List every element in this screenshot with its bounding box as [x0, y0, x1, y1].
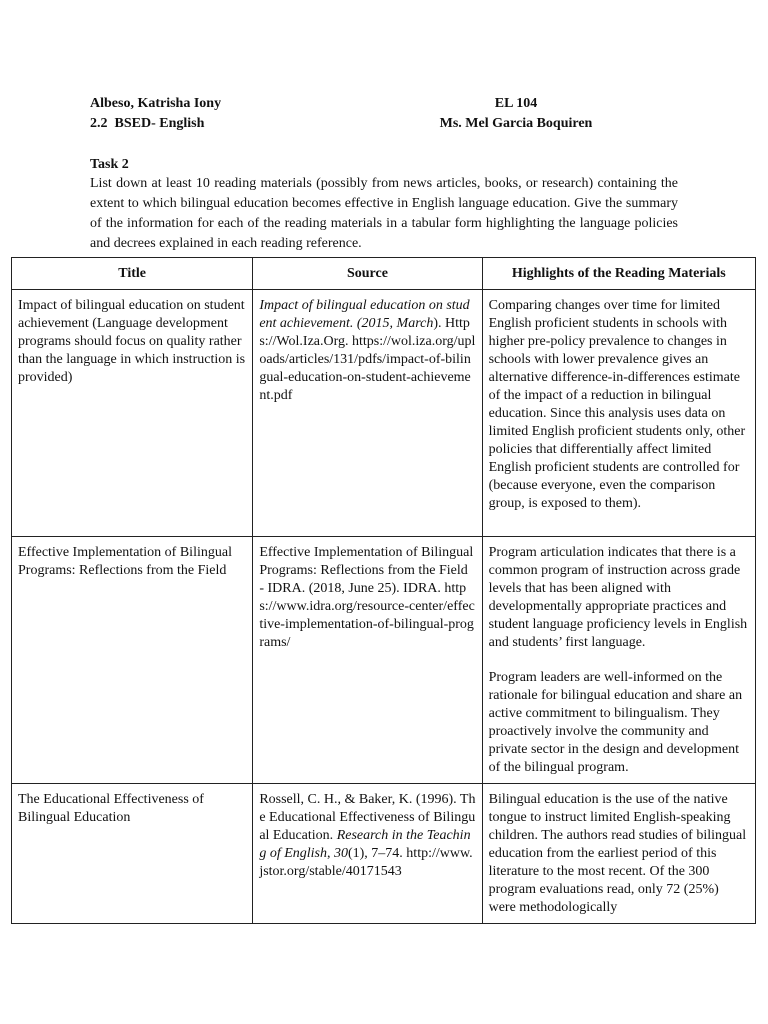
student-name: Albeso, Katrisha Iony	[90, 96, 222, 111]
row-2-title: Effective Implementation of Bilingual Programs: Reflections from the Field	[12, 537, 253, 784]
row-1-source-italic: Impact of bilingual education on student achievement. (2015, March	[259, 298, 470, 331]
row-3-source-journal: Research in the Teaching of English	[259, 828, 471, 861]
table-row	[12, 784, 756, 924]
row-1-source	[253, 290, 482, 537]
paragraph-gap	[489, 652, 749, 669]
row-3-source-sep: ,	[326, 846, 334, 861]
header-title: Title	[12, 258, 253, 290]
row-1-source-rest: ). Https://Wol.Iza.Org. https://wol.iza.org/uploads/articles/131/pdfs/impact-of-bilingual-education-on-student-achievement.pdf	[259, 316, 476, 403]
row-1-highlights: Comparing changes over time for limited English proficient students in schools with higher pre-policy prevalence to changes in schools with lower prevalence gives an alternative difference-in-differences estimate of the impact of a reduction in bilingual education. Since this analysis uses data on limited English proficient students only, other policies that differentially affect limited English proficient students are controlled for (because everyone, even the comparison group, is exposed to them).	[482, 290, 755, 537]
header-row-2	[90, 114, 678, 134]
row-2-source: Effective Implementation of Bilingual Programs: Reflections from the Field - IDRA. (2018, June 25). IDRA. https://www.idra.org/resource-center/effective-implementation-of-bilingual-programs/	[253, 537, 482, 784]
row-2-highlights	[482, 537, 755, 784]
task-section	[90, 155, 678, 254]
task-title: Task 2	[90, 157, 129, 172]
table-row	[12, 537, 756, 784]
reading-materials-table	[11, 257, 756, 924]
header-highlights: Highlights of the Reading Materials	[482, 258, 755, 290]
table-row	[12, 290, 756, 537]
task-description: List down at least 10 reading materials (possibly from news articles, books, or research) containing the extent to which bilingual education becomes effective in English language education. Give the summary of the information for each of the reading materials in a tabular form highlighting the language policies and decrees explained in each reading reference.	[90, 176, 678, 251]
row-3-source-volume: 30	[333, 846, 348, 861]
header-source: Source	[253, 258, 482, 290]
row-2-highlights-para-2: Program leaders are well-informed on the rationale for bilingual education and share an active commitment to bilingualism. They proactively involve the community and private sector in the design and development of the bilingual program.	[488, 670, 743, 775]
row-3-source-post: (1), 7–74. http://www.jstor.org/stable/40171543	[259, 846, 473, 879]
header-row-1	[90, 94, 678, 114]
row-3-source-pre: Rossell, C. H., & Baker, K. (1996). The Educational Effectiveness of Bilingual Education.	[259, 792, 476, 843]
section: 2.2 BSED- English	[90, 116, 205, 131]
course-code: EL 104	[494, 96, 538, 111]
row-2-highlights-para-1: Program articulation indicates that there is a common program of instruction across grade levels that has been aligned with developmentally appropriate practices and student language proficiency levels in English and students’ first language.	[488, 545, 748, 650]
table-header-row	[12, 258, 756, 290]
row-3-source	[253, 784, 482, 924]
row-3-title: The Educational Effectiveness of Bilingual Education	[12, 784, 253, 924]
instructor: Ms. Mel Garcia Boquiren	[439, 116, 593, 131]
document-header	[90, 94, 678, 134]
row-3-highlights: Bilingual education is the use of the native tongue to instruct limited English-speaking children. The authors read studies of bilingual education from the earliest period of this literature to the most recent. Of the 300 program evaluations read, only 72 (25%) were methodologically	[482, 784, 755, 924]
row-1-title: Impact of bilingual education on student achievement (Language development programs should focus on quality rather than the language in which instruction is provided)	[12, 290, 253, 537]
